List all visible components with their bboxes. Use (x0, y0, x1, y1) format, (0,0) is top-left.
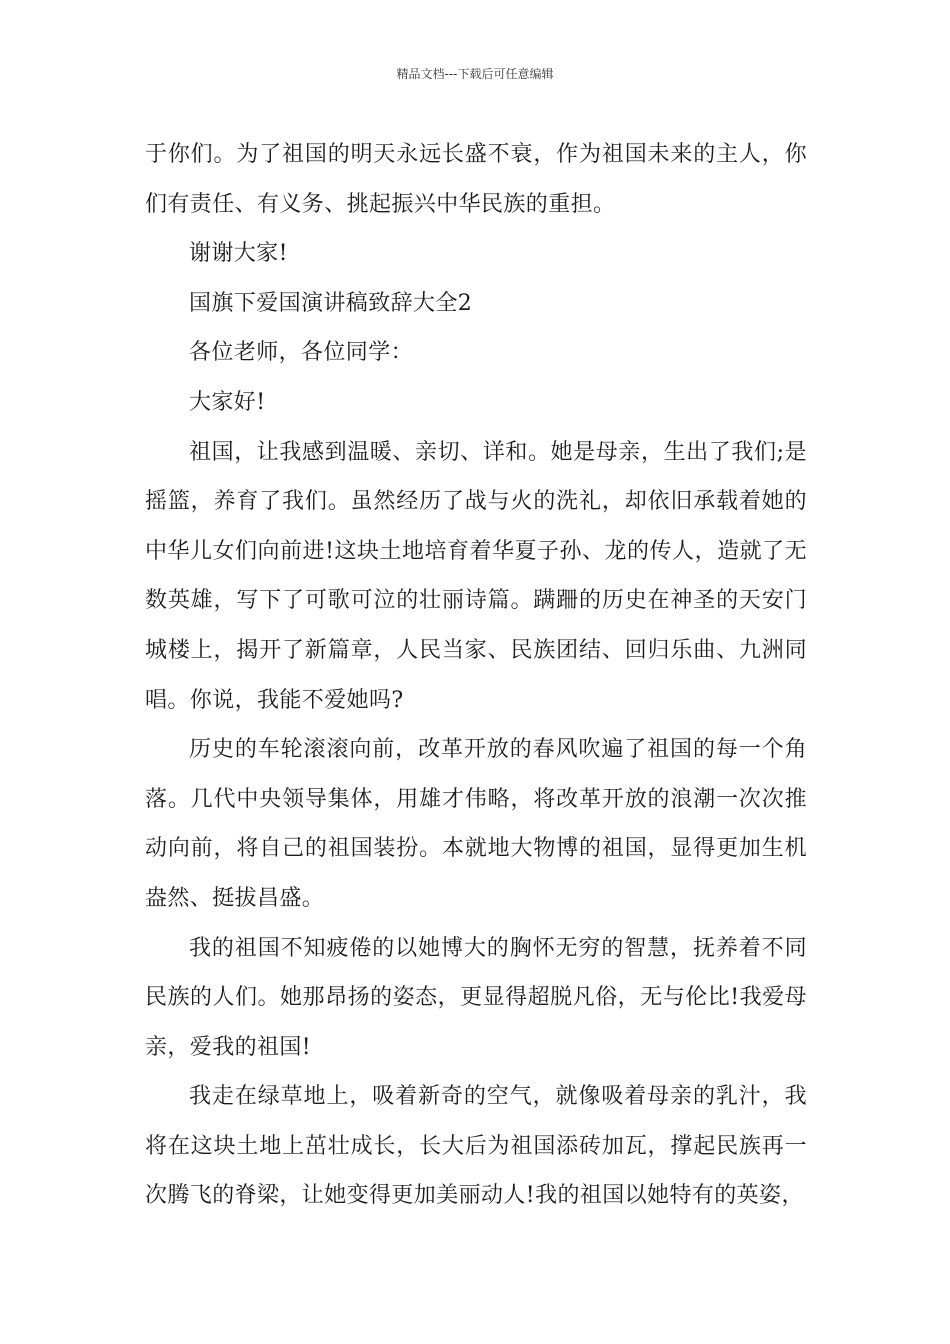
paragraph-thanks: 谢谢大家! (189, 241, 288, 267)
paragraph-body: 我走在绿草地上，吸着新奇的空气，就像吸着母亲的乳汁，我将在这块土地上茁壮成长，长大后为祖国添砖加瓦，撑起民族再一次腾飞的脊梁，让她变得更加美丽动人!我的祖国以她特有的英姿， (145, 1084, 807, 1209)
paragraph-body: 历史的车轮滚滚向前，改革开放的春风吹遍了祖国的每一个角落。几代中央领导集体，用雄才伟略，将改革开放的浪潮一次次推动向前，将自己的祖国装扮。本就地大物博的祖国，显得更加生机盎然、挺拔昌盛。 (145, 737, 807, 911)
document-body (145, 130, 807, 1221)
paragraph-body: 我的祖国不知疲倦的以她博大的胸怀无穷的智慧，抚养着不同民族的人们。她那昂扬的姿态，更显得超脱凡俗，无与伦比!我爱母亲，爱我的祖国! (145, 935, 807, 1060)
paragraph-continued: 于你们。为了祖国的明天永远长盛不衰，作为祖国未来的主人，你们有责任、有义务、挑起振兴中华民族的重担。 (145, 142, 807, 217)
paragraph-salutation: 各位老师，各位同学： (189, 340, 414, 366)
paragraph-greeting: 大家好! (189, 389, 266, 415)
section-title: 国旗下爱国演讲稿致辞大全2 (189, 290, 473, 316)
page-header: 精品文档---下载后可任意编辑 (396, 67, 554, 81)
paragraph-body: 祖国，让我感到温暖、亲切、详和。她是母亲，生出了我们;是摇篮，养育了我们。虽然经历了战与火的洗礼，却依旧承载着她的中华儿女们向前进!这块土地培育着华夏子孙、龙的传人，造就了无数英雄，写下了可歌可泣的壮丽诗篇。蹒跚的历史在神圣的天安门城楼上，揭开了新篇章，人民当家、民族团结、回归乐曲、九洲同唱。你说，我能不爱她吗? (145, 439, 807, 713)
